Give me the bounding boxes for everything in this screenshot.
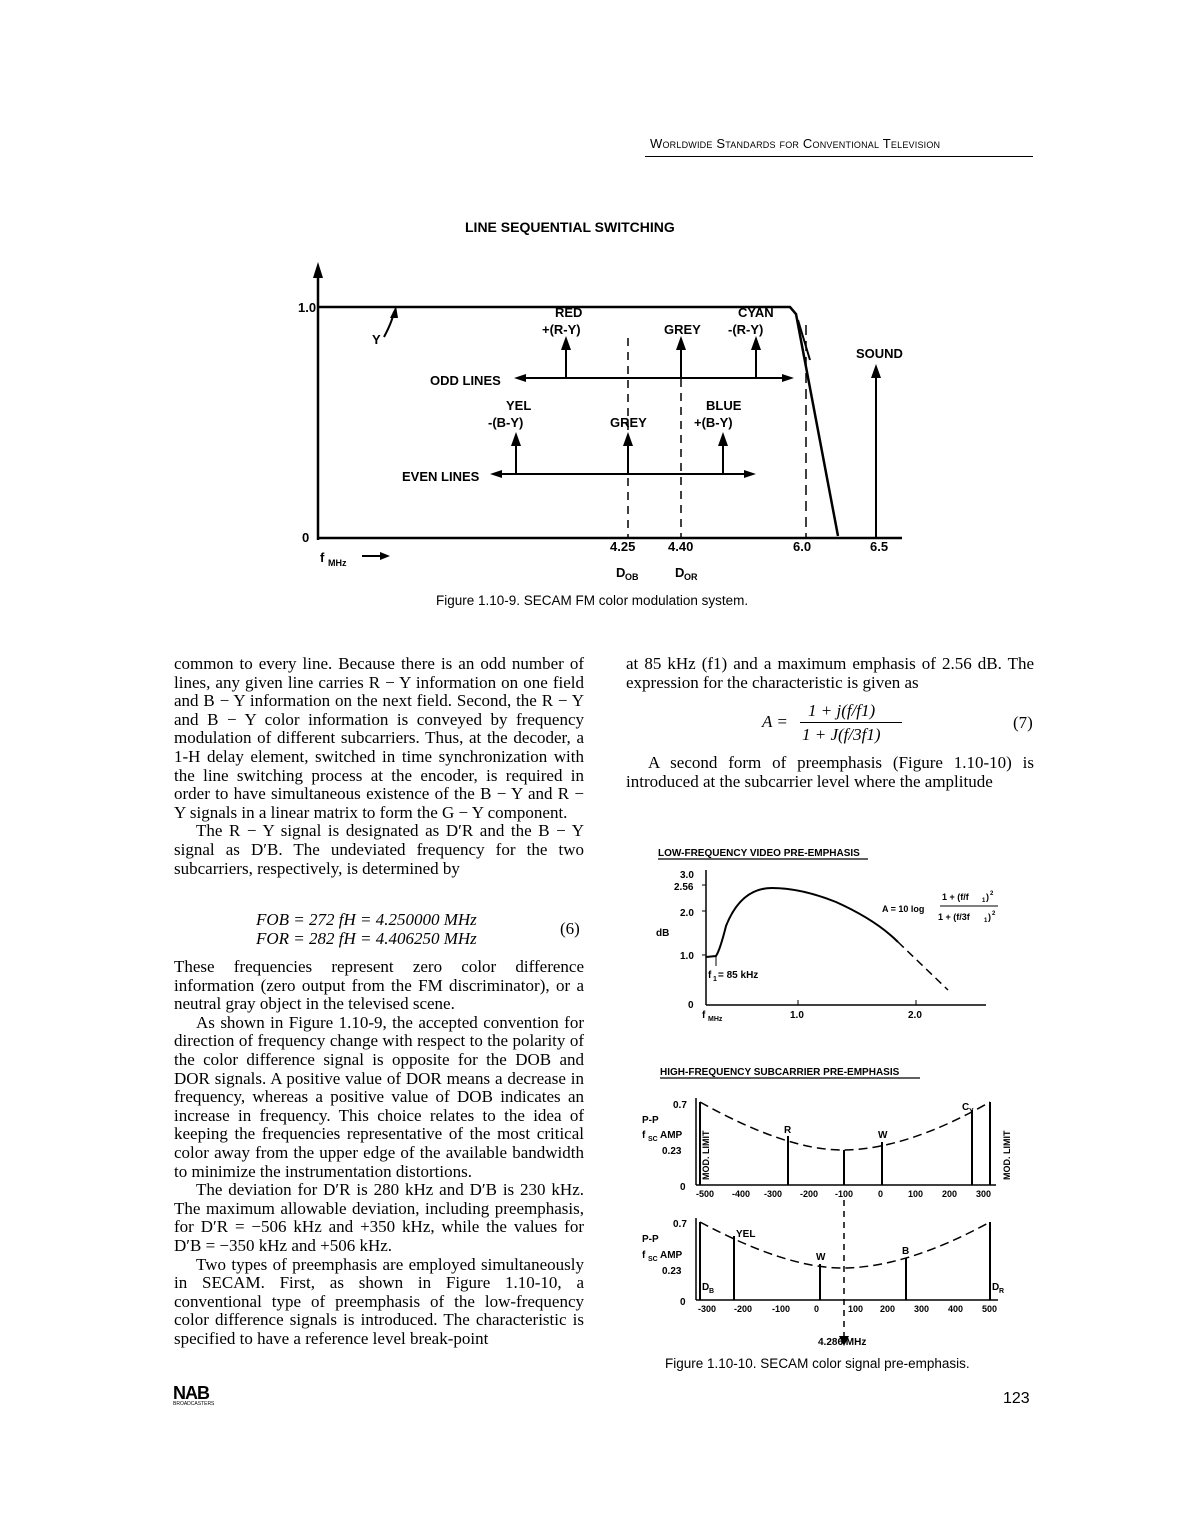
svg-text:0.7: 0.7 [673,1219,687,1230]
svg-text:-(B-Y): -(B-Y) [488,415,524,430]
svg-text:-300: -300 [698,1304,717,1314]
right-column [626,655,1034,692]
svg-text:-300: -300 [764,1189,783,1199]
svg-text:): ) [986,892,989,902]
right-column-cont [626,754,1034,791]
svg-text:0: 0 [814,1304,820,1314]
svg-text:500: 500 [982,1304,998,1314]
svg-text:0: 0 [878,1189,884,1199]
svg-text:B: B [709,1288,715,1295]
svg-text:1 + (f/3f: 1 + (f/3f [938,912,970,922]
svg-text:R: R [784,1125,792,1136]
svg-text:GREY: GREY [610,415,647,430]
svg-text:0.7: 0.7 [673,1100,687,1111]
svg-text:-100: -100 [772,1304,791,1314]
svg-text:6.0: 6.0 [793,539,812,554]
figure-pre-emphasis [636,840,1036,1355]
svg-text:GREY: GREY [664,322,701,337]
svg-text:0: 0 [680,1297,686,1308]
paragraph: As shown in Figure 1.10-9, the accepted convention for direction of frequency change with respect to the polarity of the color difference signal is opposite for the DOB and DOR signals. A positive value of DOR means a decrease in frequency, whereas a positive value of DOB indicates an increase in frequency. This choice relates to the idea of keeping the frequencies representative of the most critical color away from the upper edge of the available bandwidth to minimize the instrumentation distortions. [174,1012,584,1181]
svg-text:4.40: 4.40 [668,539,694,554]
svg-text:100: 100 [848,1304,864,1314]
equation-6-number: (6) [560,919,580,938]
svg-text:dB: dB [656,928,670,939]
svg-text:2.0: 2.0 [908,1010,922,1021]
svg-text:OR: OR [684,572,698,582]
svg-text:BLUE: BLUE [706,398,742,413]
left-column-cont [174,958,584,1348]
running-header: Worldwide Standards for Conventional Television [650,136,941,151]
svg-text:0.23: 0.23 [662,1146,682,1157]
figure-caption-1: Figure 1.10-9. SECAM FM color modulation system. [436,593,749,608]
figure-caption-2: Figure 1.10-10. SECAM color signal pre-emphasis. [665,1356,970,1371]
svg-text:2.56: 2.56 [674,882,694,893]
svg-text:0.23: 0.23 [662,1266,682,1277]
svg-text:f: f [702,1010,706,1021]
svg-text:1: 1 [982,898,986,904]
svg-text:MOD. LIMIT: MOD. LIMIT [701,1130,711,1180]
svg-text:1: 1 [984,918,988,924]
svg-text:2: 2 [992,911,996,917]
svg-text:f: f [708,970,712,981]
svg-text:MHz: MHz [708,1016,723,1023]
svg-text:Y: Y [372,332,381,347]
svg-text:-500: -500 [696,1189,715,1199]
svg-text:P-P: P-P [642,1115,659,1126]
svg-text:1 + (f/f: 1 + (f/f [942,892,969,902]
svg-text:D: D [675,565,685,580]
svg-text:D: D [992,1282,1000,1293]
svg-text:W: W [816,1252,826,1263]
svg-text:1.0: 1.0 [790,1010,804,1021]
svg-text:300: 300 [976,1189,992,1199]
svg-text:AMP: AMP [660,1130,683,1141]
svg-text:0: 0 [302,530,310,545]
svg-text:-100: -100 [835,1189,854,1199]
svg-text:A = 10 log: A = 10 log [882,904,925,914]
svg-text:CYAN: CYAN [738,305,774,320]
header-rule [645,156,1033,157]
svg-text:f: f [320,550,325,565]
svg-text:YEL: YEL [736,1229,756,1240]
svg-text:MOD. LIMIT: MOD. LIMIT [1002,1130,1012,1180]
svg-text:4.286 MHz: 4.286 MHz [818,1337,867,1348]
high1-ticks [696,1189,991,1199]
svg-text:Y: Y [969,1108,974,1115]
svg-text:MHz: MHz [328,558,347,568]
svg-text:-400: -400 [732,1189,751,1199]
svg-text:C: C [962,1102,970,1113]
nab-logo: NAB BROADCASTERS [173,1383,215,1407]
svg-text:AMP: AMP [660,1250,683,1261]
figure-title: LINE SEQUENTIAL SWITCHING [465,219,675,235]
svg-text:4.25: 4.25 [610,539,636,554]
svg-text:f: f [642,1250,646,1261]
svg-text:-(R-Y): -(R-Y) [728,322,764,337]
svg-text:2.0: 2.0 [680,908,694,919]
fraction-bar [800,722,902,723]
svg-text:3.0: 3.0 [680,870,694,881]
svg-text:1: 1 [713,976,717,983]
svg-text:YEL: YEL [506,398,532,413]
svg-text:D: D [702,1282,710,1293]
svg-text:0: 0 [680,1182,686,1193]
figure-secam-fm-modulation [290,210,930,595]
equation-7-numerator: 1 + j(f/f1) [808,701,876,720]
svg-text:6.5: 6.5 [870,539,889,554]
paragraph: common to every line. Because there is an odd number of lines, any given line carries R − Y information on one field and B − Y information on the next field. Second, the R − Y and B − Y color information is conveyed by frequency modulation of different subcarriers. Thus, at the decoder, a 1-H delay element, switched in time synchronization with the line switching process at the encoder, is required in order to have simultaneous existence of the B − Y and R − Y signals in a linear matrix to form the G − Y component. [174,654,584,822]
page-number: 123 [1003,1390,1030,1407]
left-column [174,655,584,878]
svg-text:+(B-Y): +(B-Y) [694,415,733,430]
svg-text:2: 2 [990,891,994,897]
svg-text:100: 100 [908,1189,924,1199]
paragraph: The deviation for D′R is 280 kHz and D′B is 230 kHz. The maximum allowable deviation, including preemphasis, for D′R = −506 kHz and +350 kHz, while the values for D′B = −350 kHz and +506 kHz. [174,1180,584,1255]
svg-text:f: f [642,1130,646,1141]
paragraph: Two types of preemphasis are employed simultaneously in SECAM. First, as shown in Figure 1.10-10, a conventional type of preemphasis of the low-frequency color difference signals is introduced. The characteristic is specified to have a reference level break-point [174,1254,584,1348]
equation-7-lhs: A = [762,712,788,731]
svg-text:1.0: 1.0 [680,951,694,962]
equation-6-line1: FOB = 272 fH = 4.250000 MHz [256,910,477,929]
svg-text:ODD LINES: ODD LINES [430,373,501,388]
svg-text:= 85 kHz: = 85 kHz [718,970,759,981]
svg-text:0: 0 [688,1000,694,1011]
high2-ticks [698,1304,997,1314]
svg-text:200: 200 [880,1304,896,1314]
svg-text:SC: SC [648,1136,658,1143]
equation-7-denominator: 1 + J(f/3f1) [802,725,881,744]
svg-text:LOW-FREQUENCY VIDEO PRE-EMPHAS: LOW-FREQUENCY VIDEO PRE-EMPHASIS [658,848,860,859]
svg-text:-200: -200 [734,1304,753,1314]
svg-text:300: 300 [914,1304,930,1314]
svg-text:400: 400 [948,1304,964,1314]
svg-text:P-P: P-P [642,1234,659,1245]
paragraph: A second form of preemphasis (Figure 1.10-10) is introduced at the subcarrier level where the amplitude [626,753,1034,791]
paragraph: The R − Y signal is designated as D′R and the B − Y signal as D′B. The undeviated frequency for the two subcarriers, respectively, is determined by [174,821,584,878]
svg-text:+(R-Y): +(R-Y) [542,322,581,337]
svg-text:-200: -200 [800,1189,819,1199]
equation-6-line2: FOR = 282 fH = 4.406250 MHz [256,929,477,948]
svg-text:D: D [616,565,626,580]
svg-text:W: W [878,1130,888,1141]
svg-text:EVEN LINES: EVEN LINES [402,469,480,484]
svg-text:): ) [988,912,991,922]
svg-text:1.0: 1.0 [298,300,317,315]
equation-7-number: (7) [1013,713,1033,732]
svg-text:B: B [902,1246,910,1257]
svg-text:SOUND: SOUND [856,346,903,361]
svg-text:R: R [999,1288,1005,1295]
svg-text:HIGH-FREQUENCY SUBCARRIER PRE-: HIGH-FREQUENCY SUBCARRIER PRE-EMPHASIS [660,1067,900,1078]
paragraph: These frequencies represent zero color difference information (zero output from the FM discriminator), or a neutral gray object in the televised scene. [174,957,584,1014]
paragraph: at 85 kHz (f1) and a maximum emphasis of 2.56 dB. The expression for the characteristic is given as [626,654,1034,692]
svg-text:200: 200 [942,1189,958,1199]
svg-text:RED: RED [555,305,583,320]
svg-text:OB: OB [625,572,639,582]
svg-text:SC: SC [648,1256,658,1263]
